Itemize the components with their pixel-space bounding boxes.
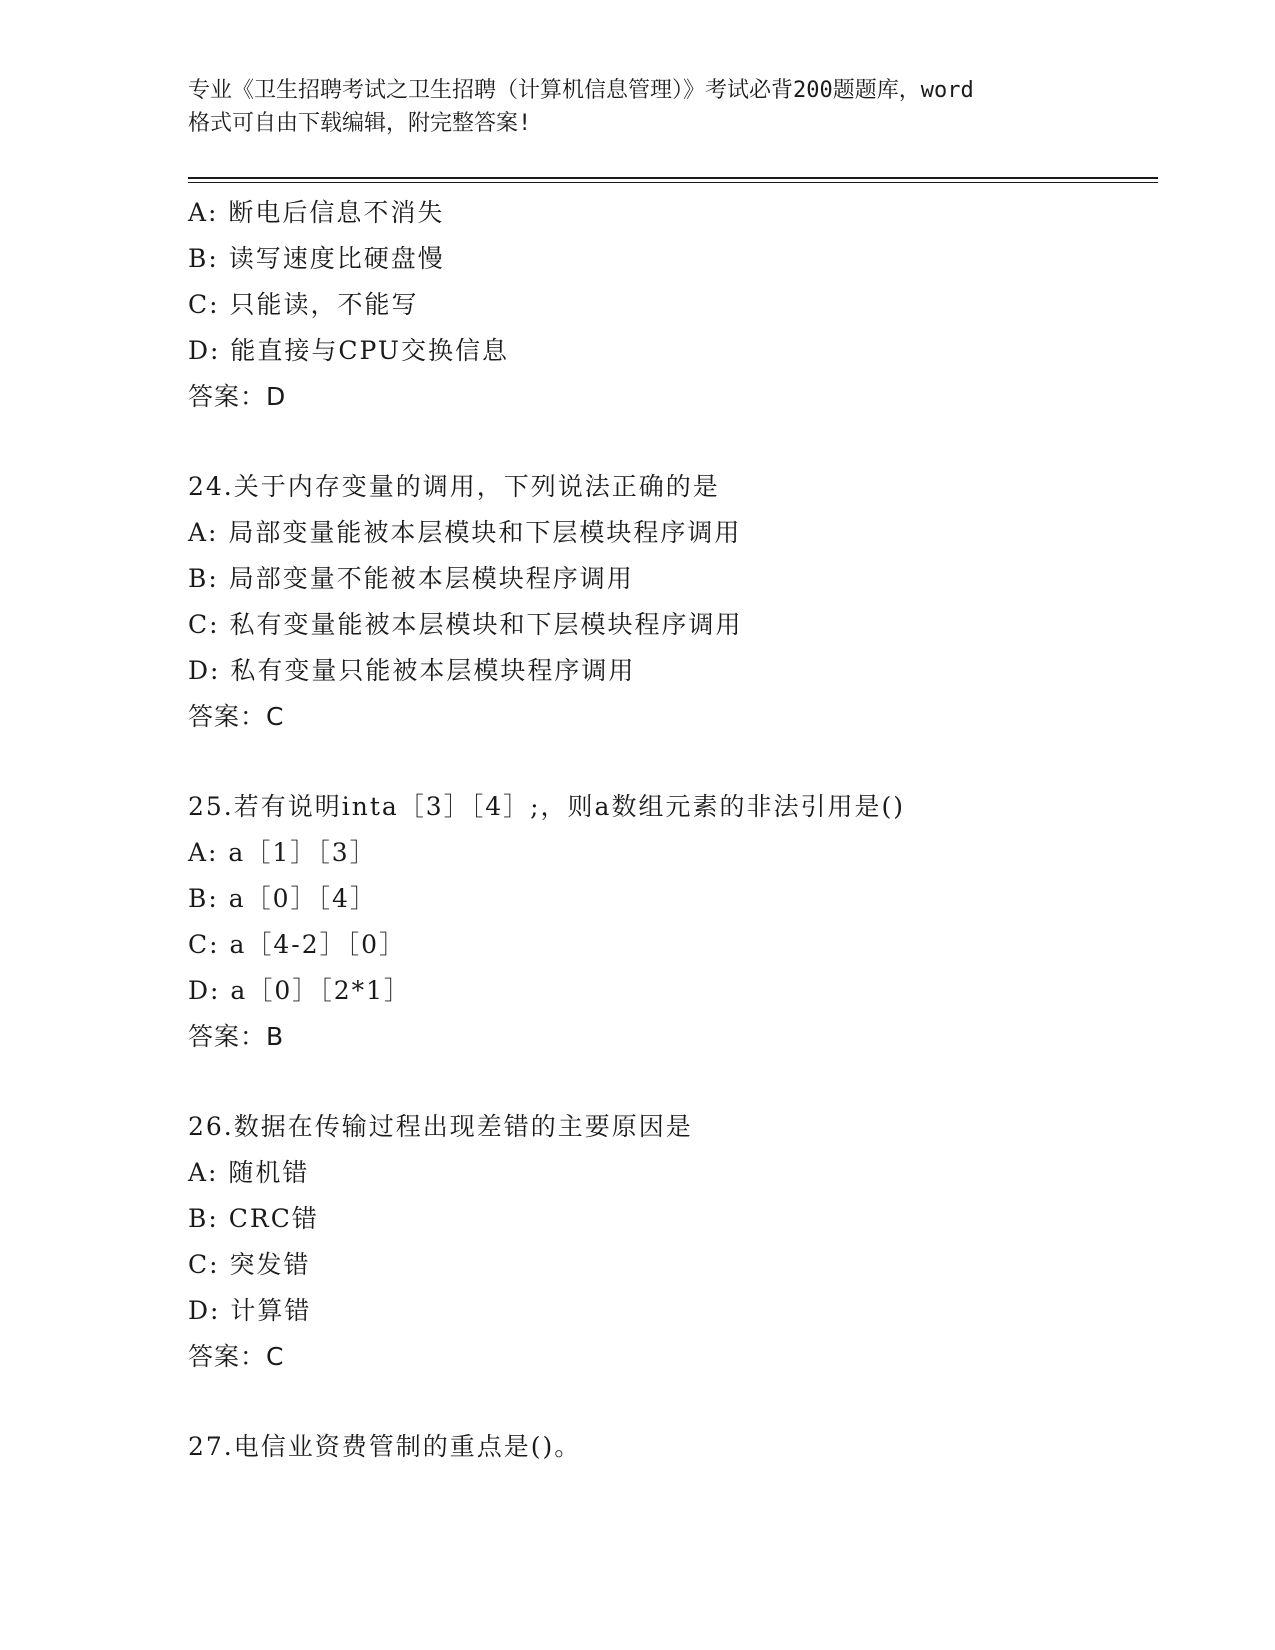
answer-line: 答案：C xyxy=(188,1342,285,1371)
option-a: A: 断电后信息不消失 xyxy=(188,198,445,227)
question-text: 27.电信业资费管制的重点是()。 xyxy=(188,1432,582,1461)
question-23-continued xyxy=(188,190,1158,420)
option-b: B: 局部变量不能被本层模块程序调用 xyxy=(188,564,634,593)
answer-line: 答案：D xyxy=(188,382,287,411)
option-a: A: 随机错 xyxy=(188,1158,310,1187)
option-b: B: 读写速度比硬盘慢 xyxy=(188,244,445,273)
option-d: D: 能直接与CPU交换信息 xyxy=(188,336,509,365)
question-text: 25.若有说明inta［3］［4］;，则a数组元素的非法引用是() xyxy=(188,792,905,821)
option-c: C: a［4-2］［0］ xyxy=(188,930,407,959)
option-a: A: a［1］［3］ xyxy=(188,838,377,867)
header-divider xyxy=(188,177,1158,179)
spacer xyxy=(188,420,1158,464)
spacer xyxy=(188,1380,1158,1424)
option-c: C: 私有变量能被本层模块和下层模块程序调用 xyxy=(188,610,743,639)
option-d: D: 计算错 xyxy=(188,1296,312,1325)
question-24 xyxy=(188,464,1158,740)
document-header xyxy=(188,74,1088,140)
document-page xyxy=(188,0,1160,1650)
option-d: D: a［0］［2*1］ xyxy=(188,976,412,1005)
option-a: A: 局部变量能被本层模块和下层模块程序调用 xyxy=(188,518,742,547)
option-c: C: 突发错 xyxy=(188,1250,311,1279)
option-b: B: CRC错 xyxy=(188,1204,319,1233)
spacer xyxy=(188,740,1158,784)
question-26 xyxy=(188,1104,1158,1380)
answer-line: 答案：B xyxy=(188,1022,285,1051)
question-list xyxy=(188,190,1158,1470)
spacer xyxy=(188,1060,1158,1104)
answer-line: 答案：C xyxy=(188,702,285,731)
question-text: 26.数据在传输过程出现差错的主要原因是 xyxy=(188,1112,693,1141)
option-c: C: 只能读，不能写 xyxy=(188,290,419,319)
header-divider-thin xyxy=(188,182,1158,183)
question-text: 24.关于内存变量的调用，下列说法正确的是 xyxy=(188,472,720,501)
question-27 xyxy=(188,1424,1158,1470)
question-25 xyxy=(188,784,1158,1060)
header-title-line-1: 专业《卫生招聘考试之卫生招聘（计算机信息管理）》考试必背200题题库，word xyxy=(188,78,974,103)
option-b: B: a［0］［4］ xyxy=(188,884,377,913)
header-title-line-2: 格式可自由下载编辑，附完整答案! xyxy=(188,111,532,136)
option-d: D: 私有变量只能被本层模块程序调用 xyxy=(188,656,636,685)
